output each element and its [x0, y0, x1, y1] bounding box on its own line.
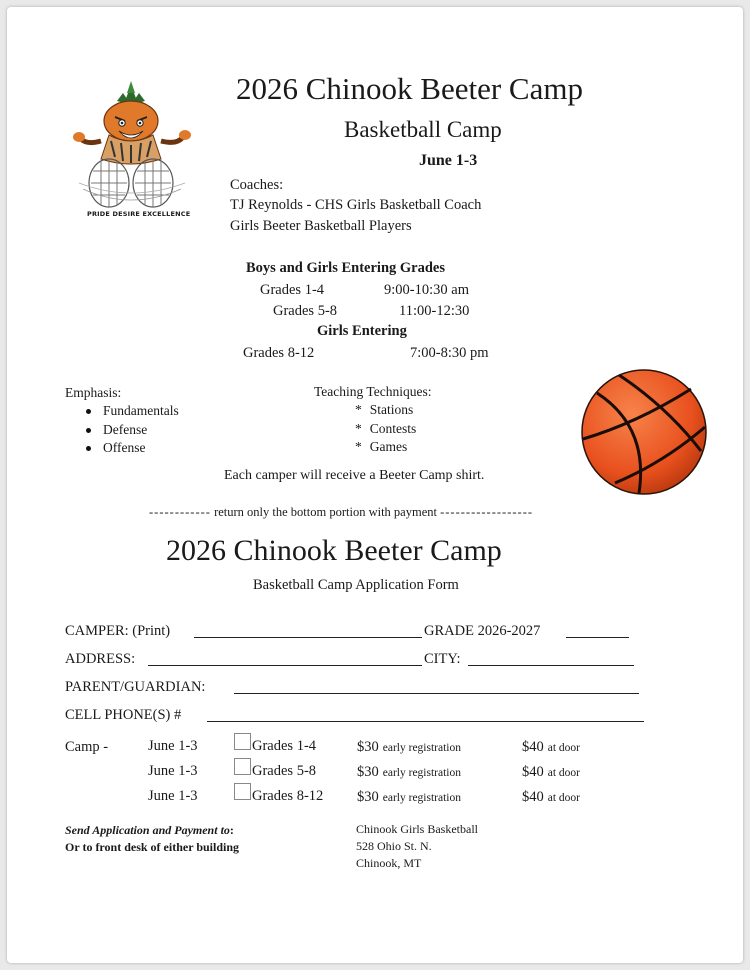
bullet-icon: [86, 428, 91, 433]
mailing-address-line-2: 528 Ohio St. N.: [356, 839, 432, 853]
schedule-grades: Grades 8-12: [243, 345, 315, 361]
form-subtitle: Basketball Camp Application Form: [253, 577, 459, 593]
session-date: June 1-3: [148, 763, 198, 779]
emphasis-item: Defense: [86, 422, 147, 438]
session-checkbox-grades-5-8[interactable]: [234, 758, 251, 775]
send-application-label: Send Application and Payment to:: [65, 823, 234, 837]
asterisk-icon: *: [355, 439, 362, 454]
schedule-grades: Grades 1-4: [260, 282, 325, 298]
emphasis-item: Offense: [86, 440, 145, 456]
camp-dates: June 1-3: [419, 152, 478, 169]
camp-label: Camp -: [65, 739, 109, 755]
shirt-note: Each camper will receive a Beeter Camp shirt.: [224, 468, 485, 483]
phone-input[interactable]: [207, 721, 644, 722]
technique-item: * Stations: [355, 402, 414, 417]
schedule-grades: Grades 5-8: [273, 303, 338, 319]
city-input[interactable]: [468, 665, 634, 666]
city-label: CITY:: [424, 651, 461, 667]
session-grades: Grades 1-4: [252, 738, 317, 754]
mailing-address-line-3: Chinook, MT: [356, 856, 422, 870]
parent-label: PARENT/GUARDIAN:: [65, 679, 206, 695]
schedule-time: 11:00-12:30: [399, 303, 470, 319]
asterisk-icon: *: [355, 421, 362, 436]
return-divider: ------------ return only the bottom portion with payment ------------------: [149, 505, 534, 519]
asterisk-icon: *: [355, 402, 362, 417]
technique-item: * Games: [355, 439, 408, 454]
mailing-address-line-1: Chinook Girls Basketball: [356, 822, 478, 836]
coaches-label: Coaches:: [230, 177, 284, 193]
door-price: $40 at door: [522, 739, 581, 755]
page-subtitle: Basketball Camp: [344, 117, 502, 142]
coach-2: Girls Beeter Basketball Players: [230, 218, 412, 234]
address-label: ADDRESS:: [65, 651, 136, 667]
bullet-icon: [86, 409, 91, 414]
front-desk-note: Or to front desk of either building: [65, 840, 240, 854]
flyer-page: [7, 7, 743, 963]
early-price: $30 early registration: [357, 764, 461, 780]
logo-motto: PRIDE DESIRE EXCELLENCE: [87, 210, 191, 218]
emphasis-item: Fundamentals: [86, 403, 179, 419]
grade-label: GRADE 2026-2027: [424, 623, 541, 639]
bullet-icon: [86, 446, 91, 451]
coach-1: TJ Reynolds - CHS Girls Basketball Coach: [230, 197, 482, 213]
session-checkbox-grades-1-4[interactable]: [234, 733, 251, 750]
schedule-time: 7:00-8:30 pm: [410, 345, 489, 361]
phone-label: CELL PHONE(S) #: [65, 707, 182, 723]
session-grades: Grades 8-12: [252, 788, 324, 804]
form-title: 2026 Chinook Beeter Camp: [166, 534, 502, 567]
schedule-time: 9:00-10:30 am: [384, 282, 469, 298]
session-date: June 1-3: [148, 788, 198, 804]
early-price: $30 early registration: [357, 739, 461, 755]
page-title: 2026 Chinook Beeter Camp: [236, 71, 583, 106]
door-price: $40 at door: [522, 764, 581, 780]
early-price: $30 early registration: [357, 789, 461, 805]
technique-item: * Contests: [355, 421, 417, 436]
techniques-label: Teaching Techniques:: [314, 384, 432, 399]
session-grades: Grades 5-8: [252, 763, 317, 779]
address-input[interactable]: [148, 665, 422, 666]
basketball-icon: [579, 367, 709, 497]
door-price: $40 at door: [522, 789, 581, 805]
grade-input[interactable]: [566, 637, 629, 638]
camper-input[interactable]: [194, 637, 422, 638]
schedule-heading-1: Boys and Girls Entering Grades: [246, 260, 445, 276]
parent-input[interactable]: [234, 693, 639, 694]
session-date: June 1-3: [148, 738, 198, 754]
camper-label: CAMPER: (Print): [65, 623, 171, 639]
session-checkbox-grades-8-12[interactable]: [234, 783, 251, 800]
beet-mascot-logo: [65, 79, 200, 229]
emphasis-label: Emphasis:: [65, 385, 122, 400]
schedule-heading-2: Girls Entering: [317, 323, 407, 339]
